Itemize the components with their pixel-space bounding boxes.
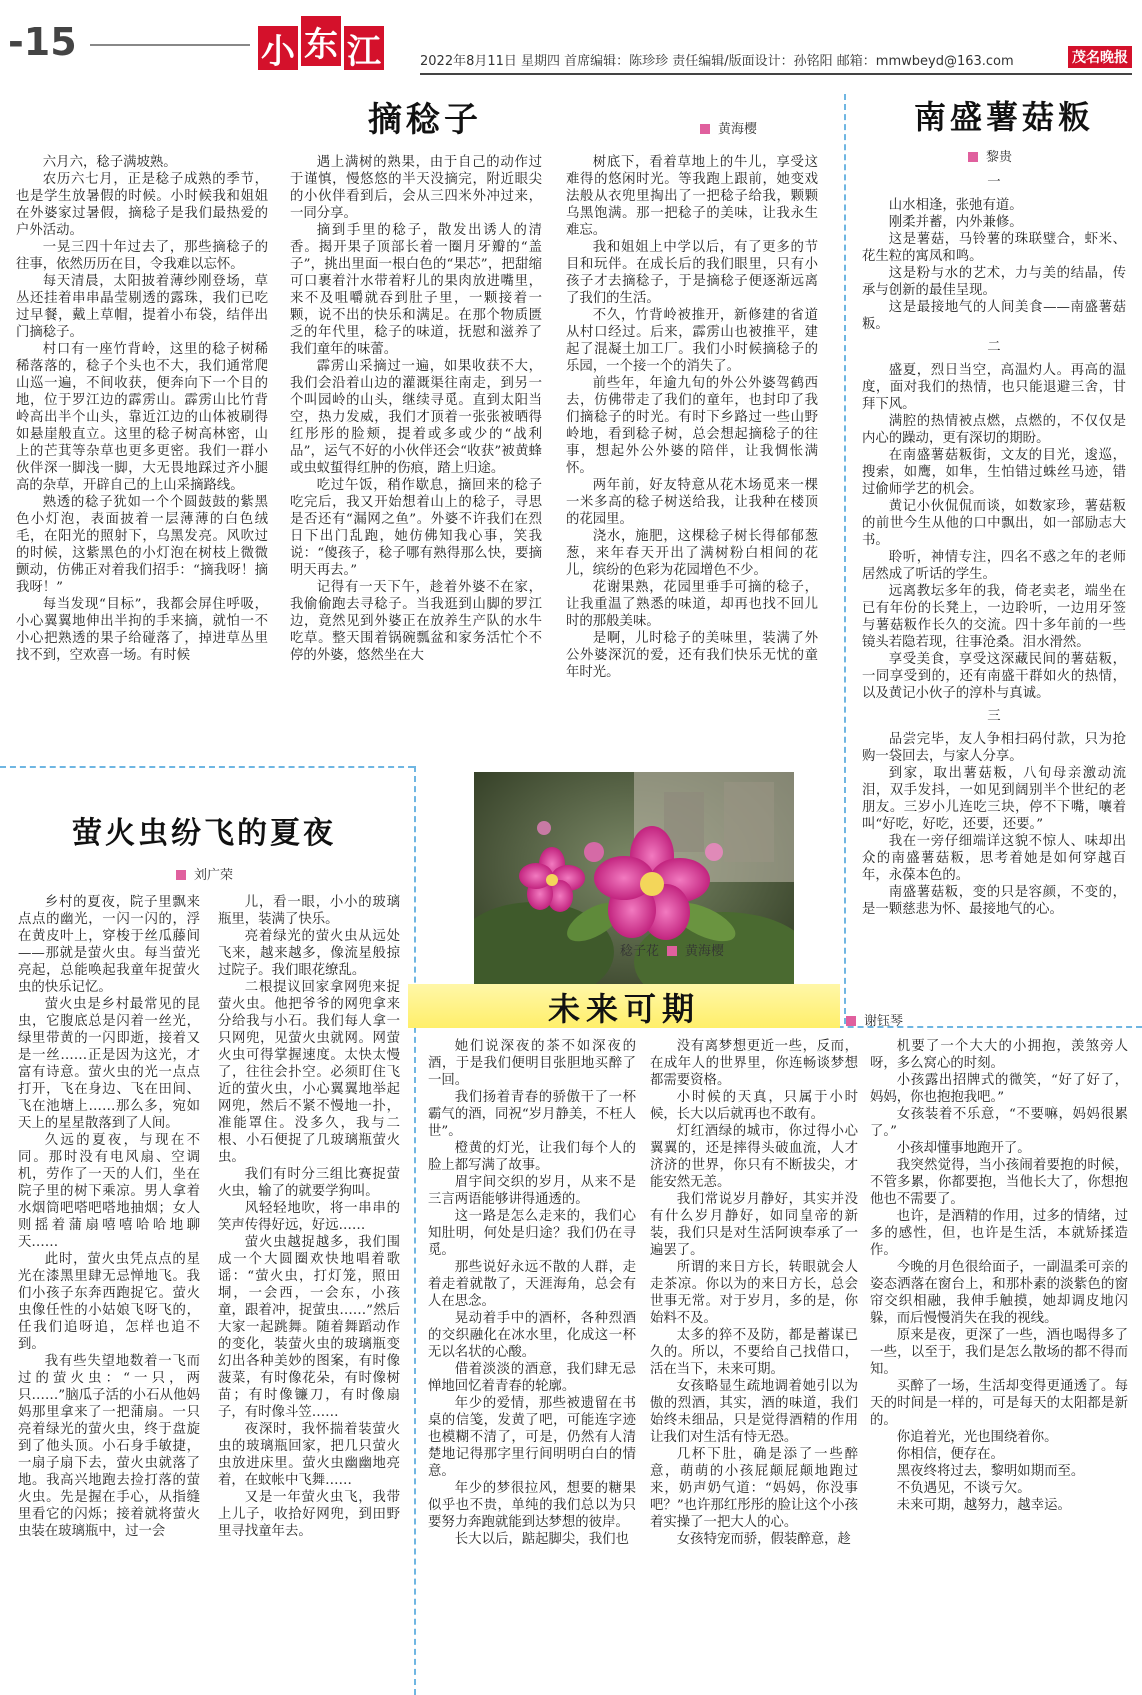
- article-author-nansheng: 黎贵: [968, 146, 1012, 165]
- paragraph: 也许，是酒精的作用，过多的情绪，过多的感性，但，也许是生活，本就矫揉造作。: [870, 1209, 1128, 1258]
- paragraph: 此时，萤火虫凭点点的星光在漆黑里肆无忌惮地飞。我们小孩子东奔西跑捉它。萤火虫像任性的小姑娘飞呀飞的，任我们追呀追，怎样也追不到。: [18, 1252, 200, 1352]
- paragraph: 长大以后，踮起脚尖，我们也: [454, 1532, 629, 1547]
- paragraph: 那些说好永远不散的人群，走着走着就散了，天涯海角，总会有人在思念。: [428, 1260, 636, 1309]
- paragraph: 萤火虫越捉越多，我们围成一个大圆圈欢快地唱着歌谣：“萤火虫，打灯笼，照田垌，一会西，一会东，小孩童，跟着冲，捉萤虫……”然后大家一起跳舞。随着舞蹈动作的变化，装萤火虫的玻璃瓶变幻出各种美妙的图案，有时像菠菜，有时像花朵，有时像树苗；有时像镰刀，有时像扇子，有时像斗笠……: [218, 1235, 400, 1420]
- paragraph: 所谓的来日方长，转眼就会人走茶凉。你以为的来日方长，总会世事无常。对于岁月，多的是，你始料不及。: [650, 1260, 858, 1326]
- paragraph: 记得有一天下午，趁着外婆不在家，我偷偷跑去寻稔子。当我逛到山脚的罗江边，竟然见到外婆正在放养生产队的水牛吃草。整天围着锅碗瓢盆和家务活忙个不停的外婆，悠然坐在大: [290, 580, 542, 663]
- header-rule: [420, 73, 1132, 75]
- paragraph: 久远的夏夜，与现在不同。那时没有电风扇、空调机，劳作了一天的人们，坐在院子里的树下乘凉。男人拿着水烟筒吧嗒吧嗒地抽烟；女人则摇着蒲扇嘻嘻哈哈地聊天……: [18, 1133, 200, 1250]
- paragraph: 熟透的稔子犹如一个个圆鼓鼓的紫黑色小灯泡，表面披着一层薄薄的白色绒毛，在阳光的照射下，乌黑发亮。风吹过的时候，这紫黑色的小灯泡在树枝上微微颤动，仿佛正对着我们招手：“摘我呀！摘我呀！”: [16, 495, 268, 595]
- paragraph: 六月六，稔子满坡熟。: [42, 155, 177, 170]
- article-title-firefly: 萤火虫纷飞的夏夜: [72, 816, 336, 851]
- paragraph: 这一路是怎么走来的，我们心知肚明，何处是归途？我们仍在寻觅。: [428, 1209, 636, 1258]
- section-mark: 三: [987, 709, 1001, 724]
- paragraph: 没有离梦想更近一些，反而，在成年人的世界里，你连畅谈梦想都需要资格。: [650, 1039, 858, 1088]
- paragraph: 每当发现“目标”，我都会屏住呼吸，小心翼翼地伸出半拘的手来摘，就怕一不小心把熟透的果子给碰落了，掉进草丛里找不到，空欢喜一场。有时候: [16, 597, 268, 663]
- section-mark: 二: [987, 340, 1001, 355]
- paragraph: 今晚的月色很给面子，一副温柔可亲的姿态洒落在窗台上，和那朴素的淡紫色的窗帘交织相融，我伸手触摸，她却调皮地闪躲，而后慢慢消失在我的视线。: [870, 1260, 1128, 1326]
- paragraph: 是啊，儿时稔子的美味里，装满了外公外婆深沉的爱，还有我们快乐无忧的童年时光。: [566, 631, 818, 680]
- paragraph: 遇上满树的熟果，由于自己的动作过于谨慎，慢悠悠的半天没摘完，附近眼尖的小伙伴看到后，会从三四米外冲过来，一同分享。: [290, 155, 542, 221]
- paragraph: 山水相逢，张弛有道。: [888, 198, 1023, 213]
- paragraph: 小孩露出招牌式的微笑，“好了好了，妈妈，你也抱抱我吧。”: [870, 1073, 1128, 1105]
- paragraph: 儿，看一眼，小小的玻璃瓶里，装满了快乐。: [218, 895, 400, 927]
- paragraph: 品尝完毕，友人争相扫码付款，只为抢购一袋回去，与家人分享。: [862, 732, 1126, 764]
- paragraph: 女孩装着不乐意，“不要嘛，妈妈很累了。”: [870, 1107, 1128, 1139]
- paragraph: 满腔的热情被点燃，点燃的，不仅仅是内心的躁动，更有深切的期盼。: [862, 414, 1126, 446]
- article-title-zhaorenzi: 摘稔子: [368, 100, 482, 140]
- paragraph: 我和姐姐上中学以后，有了更多的节目和玩伴。在成长后的我们眼里，只有小孩子才去摘稔子，于是摘稔子便逐渐远离了我们的生活。: [566, 240, 818, 306]
- paragraph: 盛夏，烈日当空，高温灼人。再高的温度，面对我们的热情，也只能退避三舍，甘拜下风。: [862, 363, 1126, 412]
- section-char-2: 东: [301, 16, 341, 66]
- paragraph: 未来可期，越努力，越幸运。: [896, 1498, 1071, 1513]
- paragraph: 晃动着手中的酒杯，各种烈酒的交织融化在冰水里，化成这一杯无以名状的心酸。: [428, 1311, 636, 1360]
- flower-photo-image: [474, 772, 794, 1004]
- article-column: [428, 1038, 636, 1686]
- paragraph: 这是最接地气的人间美食——南盛薯菇粄。: [862, 300, 1126, 332]
- paragraph: 我们常说岁月静好，其实并没有什么岁月静好，如同皇帝的新装，我们只是对生活阿谀奉承了一遍罢了。: [650, 1192, 858, 1258]
- paragraph: 机要了一个大大的小拥抱，羡煞旁人呀，多么窝心的时刻。: [870, 1039, 1128, 1071]
- paragraph: 享受美食，享受这深藏民间的薯菇粄，一同享受到的，还有南盛干群如火的热情，以及黄记小伙子的淳朴与真诚。: [862, 652, 1126, 701]
- paragraph: 小时候的天真，只属于小时候，长大以后就再也不敢有。: [650, 1090, 858, 1122]
- paragraph: 我在一旁仔细端详这貌不惊人、味却出众的南盛薯菇粄，思考着她是如何穿越百年，永葆本色的。: [862, 834, 1126, 883]
- paragraph: 黑夜终将过去，黎明如期而至。: [896, 1464, 1085, 1479]
- paragraph: 霹雳山采摘过一遍，如果收获不大，我们会沿着山边的灌溉渠往南走，到另一个叫园岭的山头，继续寻觅。直到太阳当空，热力发威，我们才顶着一张张被晒得红彤彤的脸颊，提着或多或少的“战利品”，运气不好的小伙伴还会“收获”被黄蜂或虫蚁蜇得红肿的伤痕，踏上归途。: [290, 359, 542, 476]
- paragraph: 二根提议回家拿网兜来捉萤火虫。他把爷爷的网兜拿来分给我与小石。我们每人拿一只网兜，见萤火虫就网。网萤火虫可得掌握速度。太快太慢了，往往会扑空。必须盯住飞近的萤火虫，小心翼翼地举起网兜，然后不紧不慢地一扑，准能罩住。没多久，我与二根、小石便捉了几玻璃瓶萤火虫。: [218, 980, 400, 1165]
- paragraph: 眉宇间交织的岁月，从来不是三言两语能够讲得通透的。: [428, 1175, 636, 1207]
- paragraph: 太多的猝不及防，都是蓄谋已久的。所以，不要给自己找借口，活在当下，未来可期。: [650, 1328, 858, 1377]
- paragraph: 萤火虫是乡村最常见的昆虫，它腹底总是闪着一丝光，绿里带黄的一闪即逝，接着又是一丝……正是因为这光，才富有诗意。萤火虫的光一点点打开，飞在身边、飞在田间、飞在池塘上……那么多，宛如天上的星星散落到了人间。: [18, 997, 200, 1131]
- paragraph: 在南盛薯菇粄街，文友的目光，逡巡，搜索，如鹰，如隼，生怕错过蛛丝马迹，错过偷师学艺的机会。: [862, 448, 1126, 497]
- photo-caption: [620, 940, 724, 959]
- paragraph: 我有些失望地数着一飞而过的萤火虫：“一只，两只……”脑瓜子活的小石从他妈妈那里拿来了一把蒲扇。一只亮着绿光的萤火虫，终于盘旋到了他头顶。小石身手敏捷，一扇子扇下去，萤火虫就落了地。我高兴地跑去捡打落的萤火虫。先是握在手心，从指缝里看它的闪烁；接着就将萤火虫装在玻璃瓶中，过一会: [18, 1354, 200, 1539]
- paragraph: 这是薯菇，马铃薯的珠联璧合，虾米、花生粒的寓凤和鸣。: [862, 232, 1126, 264]
- paragraph: 你相信，便存在。: [896, 1447, 1004, 1462]
- paragraph: 夜深时，我怀揣着装萤火虫的玻璃瓶回家，把几只萤火虫放进床里。萤火虫幽幽地亮着，在蚊帐中飞舞……: [218, 1422, 400, 1488]
- paragraph: 又是一年萤火虫飞，我带上儿子，收拾好网兜，到田野里寻找童年去。: [218, 1490, 400, 1539]
- paragraph: 摘到手里的稔子，散发出诱人的清香。揭开果子顶部长着一圈月牙瓣的“盖子”，挑出里面一根白色的“果芯”，把甜缩可口裹着汁水带着籽儿的果肉放进嘴里，来不及咀嚼就吞到肚子里，一颗接着一颗，说不出的快乐和满足。在那个物质匮乏的年代里，稔子的味道，抚慰和滋养了我们童年的味蕾。: [290, 223, 542, 357]
- divider-vertical-right: [844, 94, 846, 1024]
- flower-photo: [474, 772, 794, 1004]
- article-column: [218, 894, 400, 1684]
- paragraph: 她们说深夜的茶不如深夜的酒，于是我们便明目张胆地买醉了一回。: [428, 1039, 636, 1088]
- article-column: [566, 154, 818, 742]
- divider-horizontal-left: [0, 766, 414, 768]
- paragraph: 年少的梦很拉风，想要的糖果似乎也不贵，单纯的我们总以为只要努力奔跑就能到达梦想的彼岸。: [428, 1481, 636, 1530]
- article-column: [16, 154, 268, 742]
- photo-caption-title: 稔子花: [620, 944, 660, 959]
- paragraph: 我们扬着青春的骄傲干了一杯霸气的酒，同祝“岁月静美，不枉人世”。: [428, 1090, 636, 1139]
- article-author-zhaorenzi: 黄海樱: [700, 118, 757, 137]
- article-column: [862, 168, 1126, 1024]
- paragraph: 黄记小伙侃侃而谈，如数家珍，薯菇粄的前世今生从他的口中飘出，如一部励志大书。: [862, 499, 1126, 548]
- paragraph: 女孩特宠而骄，假装醉意，趁: [676, 1532, 851, 1547]
- paragraph: 村口有一座竹背岭，这里的稔子树稀稀落落的，稔子个头也不大，我们通常爬山巡一遍，不间收获，便奔向下一个目的地，位于罗江边的霹雳山。霹雳山比竹背岭高出半个山头，靠近江边的山体被刷得如悬崖般直立。这里的稔子树高林密，山上的芒萁等杂草也更多更密。我们一群小伙伴深一脚浅一脚，大无畏地踩过齐小腿高的杂草，开辟自己的上山采摘路线。: [16, 342, 268, 493]
- paragraph: 我突然觉得，当小孩闹着要抱的时候，不管多累，你都要抱，当他长大了，你想抱他也不需要了。: [870, 1158, 1128, 1207]
- paragraph: 吃过午饭，稍作歇息，摘回来的稔子吃完后，我又开始想着山上的稔子，寻思是否还有“漏网之鱼”。外婆不许我们在烈日下出门乱跑，她仿佛知我心事，笑我说：“傻孩子，稔子哪有熟得那么快，要摘明天再去。”: [290, 478, 542, 578]
- article-author-future: 谢钰琴: [846, 1010, 903, 1029]
- article-author-firefly: 刘广荣: [176, 864, 233, 883]
- newspaper-logo: 茂名晚报: [1068, 46, 1132, 68]
- paragraph: 小孩却懂事地跑开了。: [896, 1141, 1031, 1156]
- paragraph: 原来是夜，更深了一些，酒也喝得多了一些，以至于，我们是怎么散场的都不得而知。: [870, 1328, 1128, 1377]
- paragraph: 亮着绿光的萤火虫从远处飞来，越来越多，像流星般掠过院子。我们眼花缭乱。: [218, 929, 400, 978]
- article-title-nansheng: 南盛薯菇粄: [914, 98, 1095, 136]
- paragraph: 灯红酒绿的城市，你过得小心翼翼的，还是摔得头破血流，人才济济的世界，你只有不断拔尖，才能安然无恙。: [650, 1124, 858, 1190]
- paragraph: 不负遇见，不谈亏欠。: [896, 1481, 1031, 1496]
- paragraph: 树底下，看着草地上的牛儿，享受这难得的悠闲时光。等我跑上跟前，她变戏法般从衣兜里掏出了一把稔子给我，颗颗乌黑饱满。那一把稔子的美味，让我永生难忘。: [566, 155, 818, 238]
- paragraph: 借着淡淡的酒意，我们肆无忌惮地回忆着青春的轮廓。: [428, 1362, 636, 1394]
- paragraph: 到家，取出薯菇粄，八旬母亲激动流泪，双手发抖，一如见到阔别半个世纪的老朋友。三岁小儿连吃三块，停不下嘴，嚷着叫“好吃，好吃，还要，还要。”: [862, 766, 1126, 832]
- paragraph: 买醉了一场，生活却变得更通透了。每天的时间是一样的，可是每天的太阳都是新的。: [870, 1379, 1128, 1428]
- section-title: [258, 16, 384, 70]
- paragraph: 两年前，好友特意从花木场觅来一棵一米多高的稔子树送给我，让我种在楼顶的花园里。: [566, 478, 818, 527]
- paragraph: 每天清晨，太阳披着薄纱刚登场，草丛还挂着串串晶莹剔透的露珠，我们已吃过早餐，戴上草帽，提着小布袋，结伴出门摘稔子。: [16, 274, 268, 340]
- article-title-future: 未来可期: [548, 990, 701, 1028]
- paragraph: 女孩略显生疏地调着她引以为傲的烈酒，其实，酒的味道，我们始终未细品，只是觉得酒精的作用让我们对生活有恃无恐。: [650, 1379, 858, 1445]
- section-char-1: 小: [258, 26, 298, 70]
- paragraph: 刚柔并蓄，内外兼修。: [888, 215, 1023, 230]
- article-column: [650, 1038, 858, 1686]
- paragraph: 前些年，年逾九旬的外公外婆驾鹤西去，仿佛带走了我们的童年，也封印了我们摘稔子的时光。有时下乡路过一些山野岭地，看到稔子树，总会想起摘稔子的往事，想起外公外婆的陪伴，让我惆怅满怀。: [566, 376, 818, 476]
- section-mark: 一: [987, 175, 1001, 190]
- paragraph: 浇水，施肥，这棵稔子树长得郁郁葱葱，来年春天开出了满树粉白相间的花儿，缤纷的色彩为花园增色不少。: [566, 529, 818, 578]
- paragraph: 年少的爱情，那些被遗留在书桌的信笺，发黄了吧，可能连字迹也模糊不清了，可是，仍然有人清楚地记得那字里行间明明白白的情意。: [428, 1396, 636, 1479]
- caption-marker: [667, 946, 677, 956]
- article-column: [18, 894, 200, 1684]
- paragraph: 聆听，神情专注，四名不惑之年的老师居然成了听话的学生。: [862, 550, 1126, 582]
- header-rule-left: [90, 44, 250, 46]
- paragraph: 不久，竹背岭被推开，新修建的省道从村口经过。后来，霹雳山也被推平，建起了混凝土加工厂。我们小时候摘稔子的乐园，一个接一个的消失了。: [566, 308, 818, 374]
- article-column: [290, 154, 542, 742]
- paragraph: 远离教坛多年的我，倚老卖老，端坐在已有年份的长凳上，一边聆听，一边用牙签与薯菇粄作长久的交流。四十多年前的一些镜头若隐若现，往事沧桑。泪水滑然。: [862, 584, 1126, 650]
- paragraph: 橙黄的灯光，让我们每个人的脸上都写满了故事。: [428, 1141, 636, 1173]
- paragraph: 我们有时分三组比赛捉萤火虫，输了的就要学狗叫。: [218, 1167, 400, 1199]
- paragraph: 乡村的夏夜，院子里飘来点点的幽光，一闪一闪的，浮在黄皮叶上，穿梭于丝瓜藤间——那就是萤火虫。每当萤光亮起，总能唤起我童年捉萤火虫的快乐记忆。: [18, 895, 200, 995]
- header-info: 2022年8月11日 星期四 首席编辑：陈珍珍 责任编辑/版面设计：孙铭阳 邮箱：mmwbeyd@163.com: [420, 54, 1014, 69]
- paragraph: 一晃三四十年过去了，那些摘稔子的往事，依然历历在目，令我难以忘怀。: [16, 240, 268, 272]
- paragraph: 风轻轻地吹，将一串串的笑声传得好远，好远……: [218, 1201, 400, 1233]
- paragraph: 农历六七月，正是稔子成熟的季节，也是学生放暑假的时候。小时候我和姐姐在外婆家过暑假，摘稔子是我们最热爱的户外活动。: [16, 172, 268, 238]
- photo-caption-author: 黄海樱: [685, 944, 725, 959]
- paragraph: 南盛薯菇粄，变的只是容颜，不变的，是一颗慈悲为怀、最接地气的心。: [862, 885, 1126, 917]
- page-number: -15: [8, 20, 77, 64]
- paragraph: 你追着光，光也围绕着你。: [896, 1430, 1058, 1445]
- paragraph: 几杯下肚，确是添了一些醉意，萌萌的小孩屁颠屁颠地跑过来，奶声奶气道：“妈妈，你没事吧？”也许那红彤彤的脸让这个小孩着实操了一把大人的心。: [650, 1447, 858, 1530]
- paragraph: 花谢果熟，花园里垂手可摘的稔子，让我重温了熟悉的味道，却再也找不回儿时的那般美味。: [566, 580, 818, 629]
- article-column: [870, 1038, 1128, 1686]
- section-char-3: 江: [344, 26, 384, 70]
- divider-vertical-middle: [414, 766, 416, 1695]
- paragraph: 这是粉与水的艺术，力与美的结晶，传承与创新的最佳呈现。: [862, 266, 1126, 298]
